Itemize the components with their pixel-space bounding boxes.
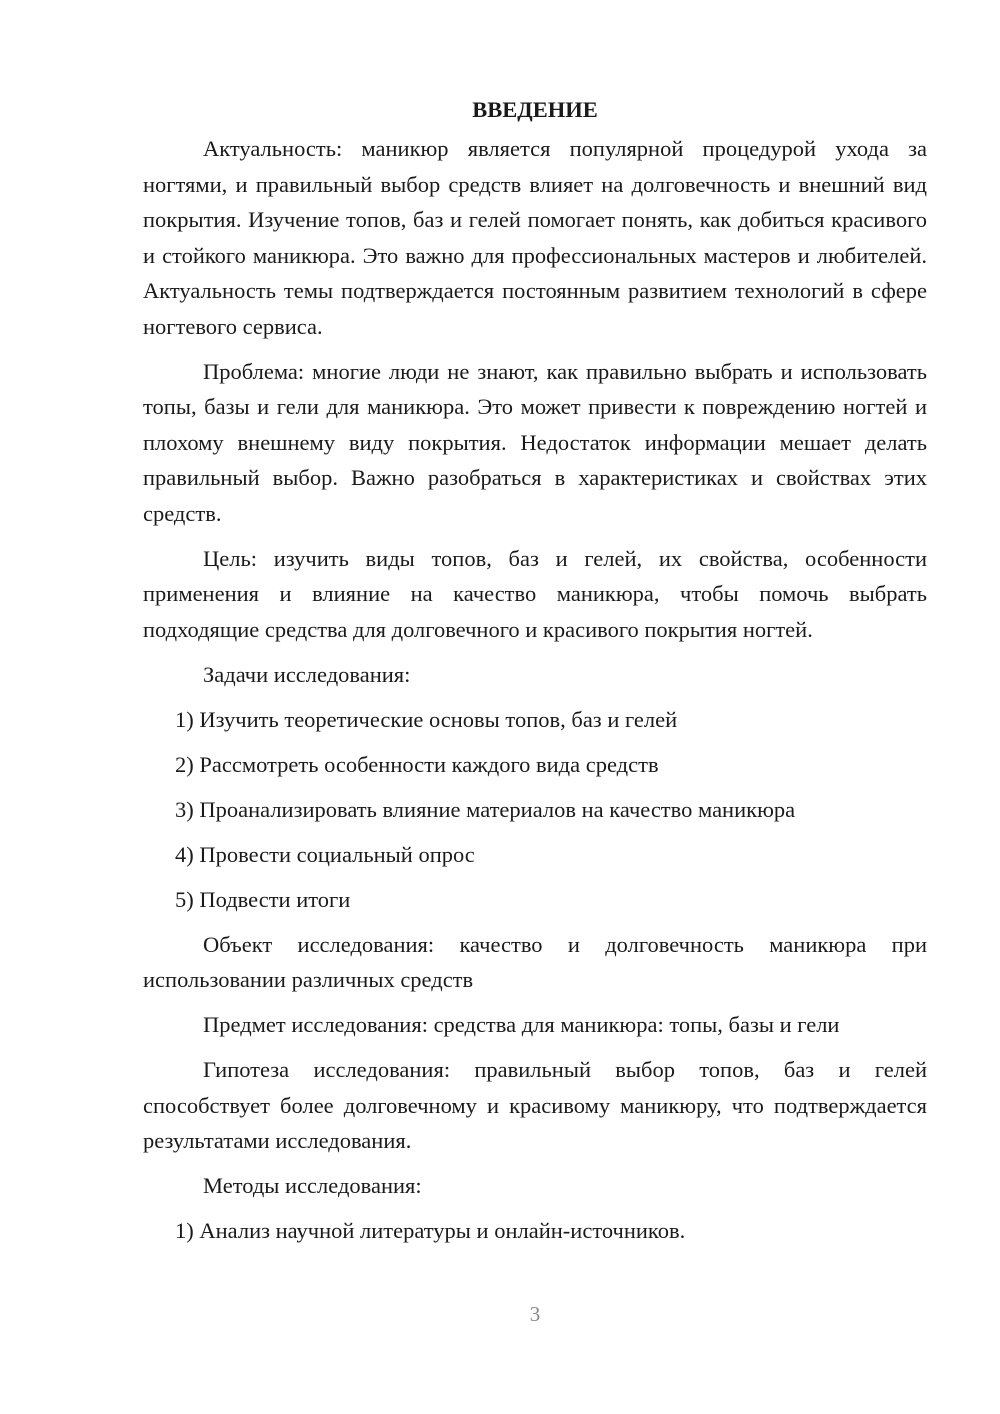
list-item: 5) Подвести итоги <box>175 886 351 912</box>
page-number: 3 <box>529 1302 541 1326</box>
paragraph-problem: Проблема: многие люди не знают, как правильно выбрать и использовать топы, базы и гели для маникюра. Это может привести к повреждению ногтей и плохому внешнему виду покрытия. Недостаток информации мешает делать правильный выбор. Важно разобраться в характеристиках и свойствах этих средств. <box>143 358 927 526</box>
paragraph-subject: Предмет исследования: средства для маникюра: топы, базы и гели <box>203 1012 840 1037</box>
list-item: 4) Провести социальный опрос <box>175 841 475 867</box>
paragraph-goal: Цель: изучить виды топов, баз и гелей, их свойства, особенности применения и влияние на качество маникюра, чтобы помочь выбрать подходящие средства для долговечного и красивого покрытия ногтей. <box>143 545 927 642</box>
page-title: ВВЕДЕНИЕ <box>472 97 598 122</box>
paragraph-object: Объект исследования: качество и долговечность маникюра при использовании различных средств <box>143 931 927 992</box>
methods-heading: Методы исследования: <box>203 1173 422 1198</box>
list-item: 1) Анализ научной литературы и онлайн-источников. <box>175 1218 686 1243</box>
list-item: 1) Изучить теоретические основы топов, баз и гелей <box>175 706 678 732</box>
list-item: 3) Проанализировать влияние материалов на качество маникюра <box>175 796 796 822</box>
tasks-heading: Задачи исследования: <box>203 661 411 687</box>
paragraph-relevance: Актуальность: маникюр является популярной процедурой ухода за ногтями, и правильный выбор средств влияет на долговечность и внешний вид покрытия. Изучение топов, баз и гелей помогает понять, как добиться красивого и стойкого маникюра. Это важно для профессиональных мастеров и любителей. Актуальность темы подтверждается постоянным развитием технологий в сфере ногтевого сервиса. <box>143 136 927 339</box>
list-item: 2) Рассмотреть особенности каждого вида средств <box>175 751 659 777</box>
paragraph-hypothesis: Гипотеза исследования: правильный выбор топов, баз и гелей способствует более долговечному и красивому маникюру, что подтверждается результатами исследования. <box>143 1057 927 1153</box>
document-page <box>143 92 927 1258</box>
